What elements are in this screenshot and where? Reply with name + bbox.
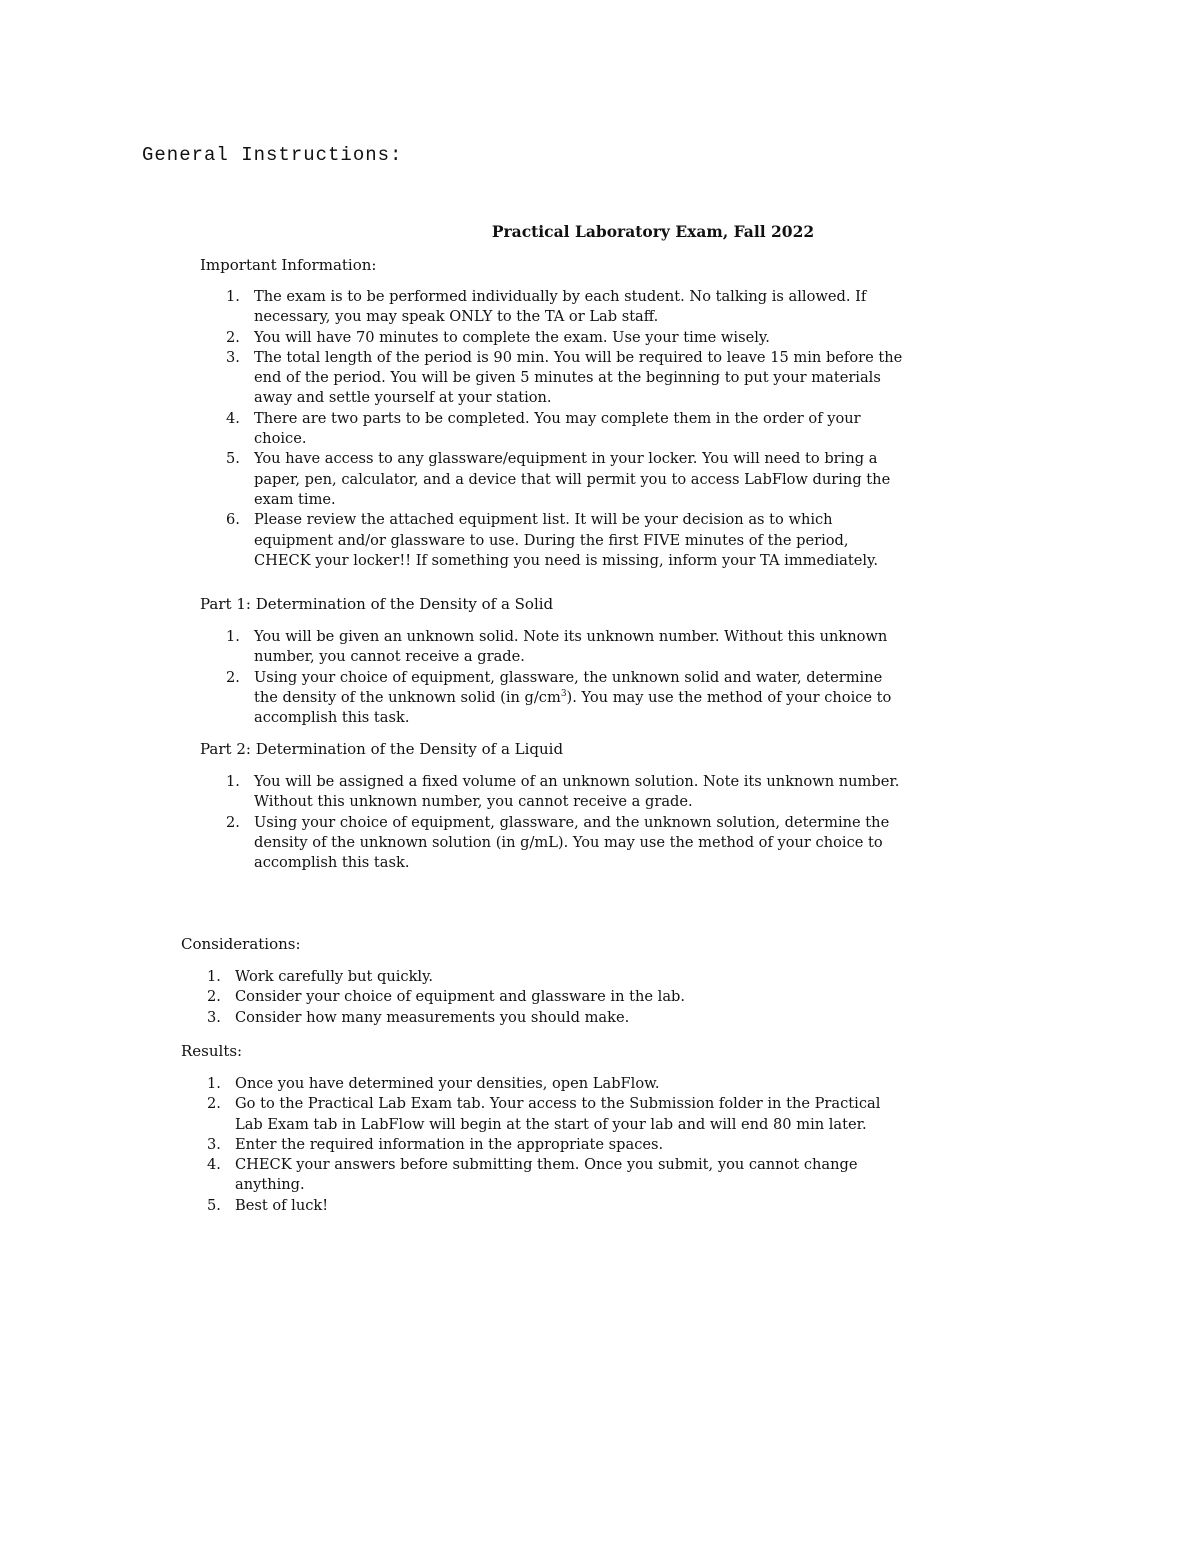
- list-item: 2. Using your choice of equipment, glassware, and the unknown solution, determine the density of the unknown solution (in g/mL). You may use the method of your choice to accomplish this task.: [226, 813, 890, 872]
- list-item: 1. You will be assigned a fixed volume of an unknown solution. Note its unknown number. Without this unknown number, you cannot receive a grade.: [226, 773, 900, 811]
- list-item: 5. You have access to any glassware/equipment in your locker. You will need to bring a paper, pen, calculator, and a device that will permit you to access LabFlow during the exam time.: [226, 450, 891, 508]
- list-item: 1. You will be given an unknown solid. Note its unknown number. Without this unknown number, you cannot receive a grade.: [226, 628, 888, 666]
- general-instructions-title: General Instructions:: [142, 144, 403, 166]
- list-item: 1. The exam is to be performed individually by each student. No talking is allowed. If necessary, you may speak ONLY to the TA or Lab staff.: [226, 288, 867, 326]
- list-item: 1. Once you have determined your densities, open LabFlow.: [207, 1075, 660, 1092]
- list-item: 4. There are two parts to be completed. You may complete them in the order of your choice.: [226, 409, 861, 448]
- considerations-list: [207, 967, 885, 1028]
- list-item: 5. Best of luck!: [207, 1196, 329, 1214]
- list-item: 3. Consider how many measurements you should make.: [207, 1008, 630, 1026]
- list-item: 6. Please review the attached equipment list. It will be your decision as to which equipment and/or glassware to use. During the first FIVE minutes of the period, CHECK your locker!! If something you need is missing, inform your TA immediately.: [226, 511, 878, 569]
- list-item: 3. Enter the required information in the appropriate spaces.: [207, 1135, 664, 1153]
- results-list: [207, 1074, 885, 1216]
- list-item: 4. CHECK your answers before submitting them. Once you submit, you cannot change anything.: [207, 1156, 858, 1194]
- part1-heading: Part 1: Determination of the Density of a Solid: [200, 595, 554, 613]
- important-information-list: [226, 287, 904, 571]
- important-information-heading: Important Information:: [200, 256, 377, 274]
- list-item: 2. You will have 70 minutes to complete the exam. Use your time wisely.: [226, 328, 770, 346]
- document-title: Practical Laboratory Exam, Fall 2022: [491, 222, 815, 241]
- results-heading: Results:: [181, 1042, 243, 1060]
- list-item: 3. The total length of the period is 90 min. You will be required to leave 15 min before the end of the period. You will be given 5 minutes at the beginning to put your materials away and settle yourself at your station.: [226, 348, 903, 407]
- part1-list: [226, 627, 904, 728]
- list-item: 2. Consider your choice of equipment and glassware in the lab.: [207, 988, 686, 1006]
- part2-heading: Part 2: Determination of the Density of a Liquid: [200, 740, 564, 758]
- list-item: 2. Using your choice of equipment, glassware, the unknown solid and water, determine the density of the unknown solid (in $g/cm^3$). You may use the method of your choice to accomplish this task.: [226, 668, 892, 727]
- part2-list: [226, 772, 904, 873]
- list-item: 1. Work carefully but quickly.: [207, 968, 434, 985]
- list-item: 2. Go to the Practical Lab Exam tab. Your access to the Submission folder in the Practical Lab Exam tab in LabFlow will begin at the start of your lab and will end 80 min later.: [207, 1095, 881, 1133]
- considerations-heading: Considerations:: [181, 935, 301, 953]
